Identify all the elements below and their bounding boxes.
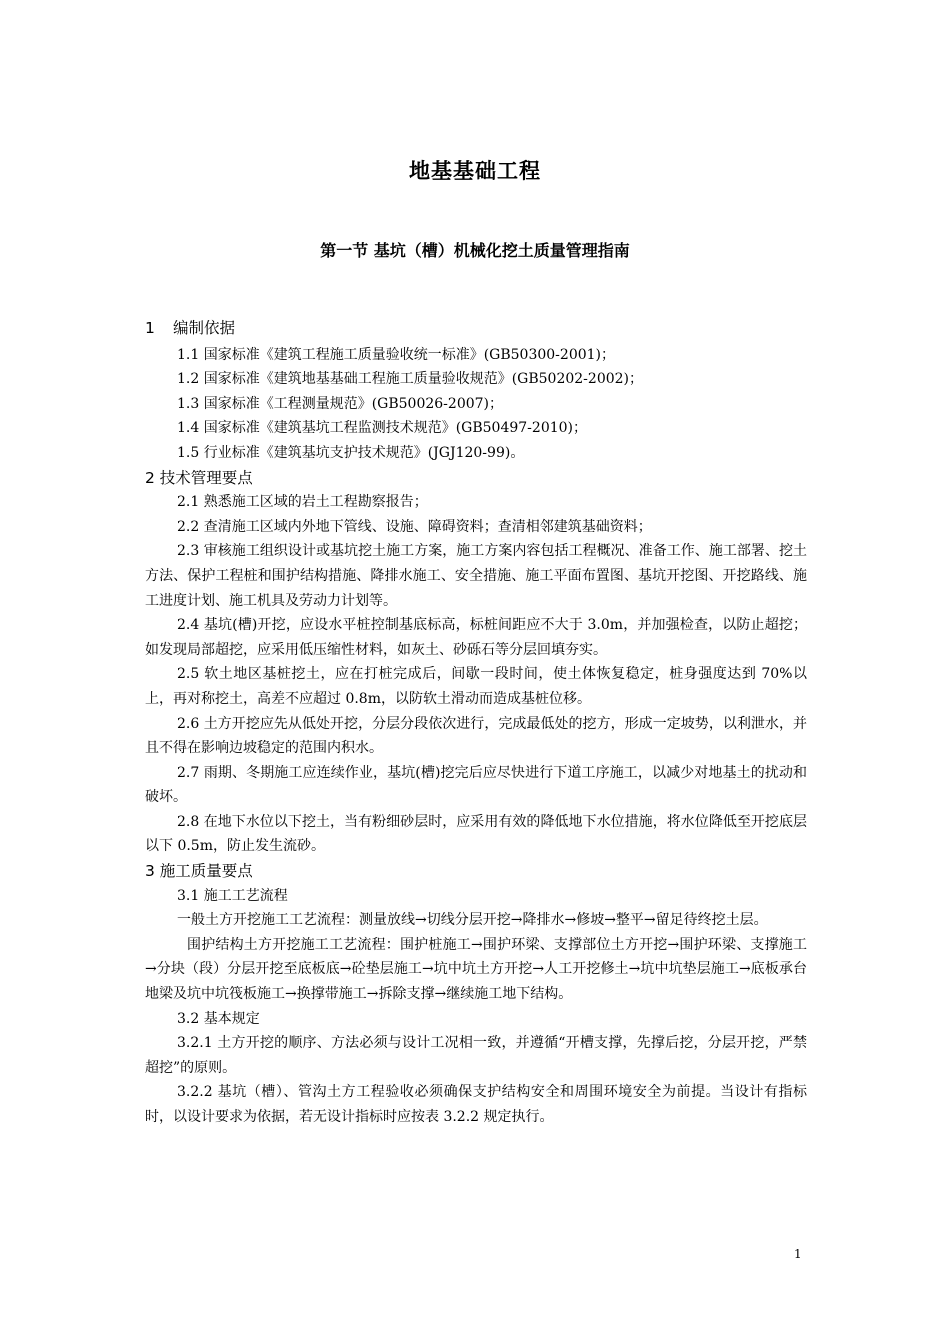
paragraph: 3.2.2 基坑（槽）、管沟土方工程验收必须确保支护结构安全和周围环境安全为前提。当设计有指标时，以设计要求为依据，若无设计指标时应按表 3.2.2 规定执行。 bbox=[145, 1084, 807, 1125]
heading-2: 2 技术管理要点 bbox=[145, 468, 253, 487]
heading-3: 3 施工质量要点 bbox=[145, 862, 253, 881]
paragraph: 2.5 软土地区基桩挖土，应在打桩完成后，间歇一段时间，使土体恢复稳定，桩身强度达到 70%以上，再对称挖土，高差不应超过 0.8m，以防软土滑动而造成基桩位移。 bbox=[145, 666, 807, 707]
reference-item: 1.2 国家标准《建筑地基基础工程施工质量验收规范》(GB50202-2002)； bbox=[177, 371, 644, 388]
reference-item: 1.1 国家标准《建筑工程施工质量验收统一标准》(GB50300-2001)； bbox=[177, 346, 616, 363]
paragraph: 2.3 审核施工组织设计或基坑挖土施工方案，施工方案内容包括工程概况、准备工作、施工部署、挖土方法、保护工程桩和围护结构措施、降排水施工、安全措施、施工平面布置图、基坑开挖图、开挖路线、施工进度计划、施工机具及劳动力计划等。 bbox=[145, 543, 807, 609]
subheading: 3.1 施工工艺流程 bbox=[177, 887, 288, 904]
paragraph: 2.2 查清施工区域内外地下管线、设施、障碍资料；查清相邻建筑基础资料； bbox=[177, 518, 652, 535]
paragraph: 3.2.1 土方开挖的顺序、方法必须与设计工况相一致，并遵循“开槽支撑，先撑后挖，分层开挖，严禁超挖”的原则。 bbox=[145, 1035, 807, 1076]
paragraph: 2.6 土方开挖应先从低处开挖，分层分段依次进行，完成最低处的挖方，形成一定坡势，以利泄水，并且不得在影响边坡稳定的范围内积水。 bbox=[145, 715, 807, 757]
paragraph: 2.1 熟悉施工区域的岩土工程勘察报告； bbox=[177, 494, 428, 511]
paragraph: 一般土方开挖施工工艺流程：测量放线→切线分层开挖→降排水→修坡→整平→留足待终挖土层。 bbox=[177, 912, 768, 929]
paragraph: 2.7 雨期、冬期施工应连续作业，基坑(槽)挖完后应尽快进行下道工序施工，以减少对地基土的扰动和破坏。 bbox=[145, 764, 807, 806]
paragraph: 2.4 基坑(槽)开挖，应设水平桩控制基底标高，标桩间距应不大于 3.0m，并加强检查，以防止超挖；如发现局部超挖，应采用低压缩性材料，如灰土、砂砾石等分层回填夯实。 bbox=[145, 617, 807, 658]
heading-1-number: 1 bbox=[145, 319, 155, 337]
document-body bbox=[145, 316, 807, 1130]
page-number: 1 bbox=[794, 1247, 802, 1261]
heading-1 bbox=[145, 316, 807, 341]
reference-item: 1.4 国家标准《建筑基坑工程监测技术规范》(GB50497-2010)； bbox=[177, 420, 588, 437]
paragraph: 2.8 在地下水位以下挖土，当有粉细砂层时，应采用有效的降低地下水位措施，将水位降低至开挖底层以下 0.5m，防止发生流砂。 bbox=[145, 813, 807, 855]
paragraph: 围护结构土方开挖施工工艺流程：围护桩施工→围护环梁、支撑部位土方开挖→围护环梁、支撑施工→分块（段）分层开挖至底板底→砼垫层施工→坑中坑土方开挖→人工开挖修土→坑中坑垫层施工→底板承台地梁及坑中坑筏板施工→换撑带施工→拆除支撑→继续施工地下结构。 bbox=[145, 936, 807, 1003]
heading-1-text: 编制依据 bbox=[173, 319, 236, 337]
section-title: 第一节 基坑（槽）机械化挖土质量管理指南 bbox=[320, 241, 630, 260]
page-title: 地基基础工程 bbox=[409, 159, 541, 183]
subheading: 3.2 基本规定 bbox=[177, 1010, 260, 1027]
reference-item: 1.5 行业标准《建筑基坑支护技术规范》(JGJ120-99)。 bbox=[177, 444, 525, 461]
reference-item: 1.3 国家标准《工程测量规范》(GB50026-2007)； bbox=[177, 395, 504, 412]
